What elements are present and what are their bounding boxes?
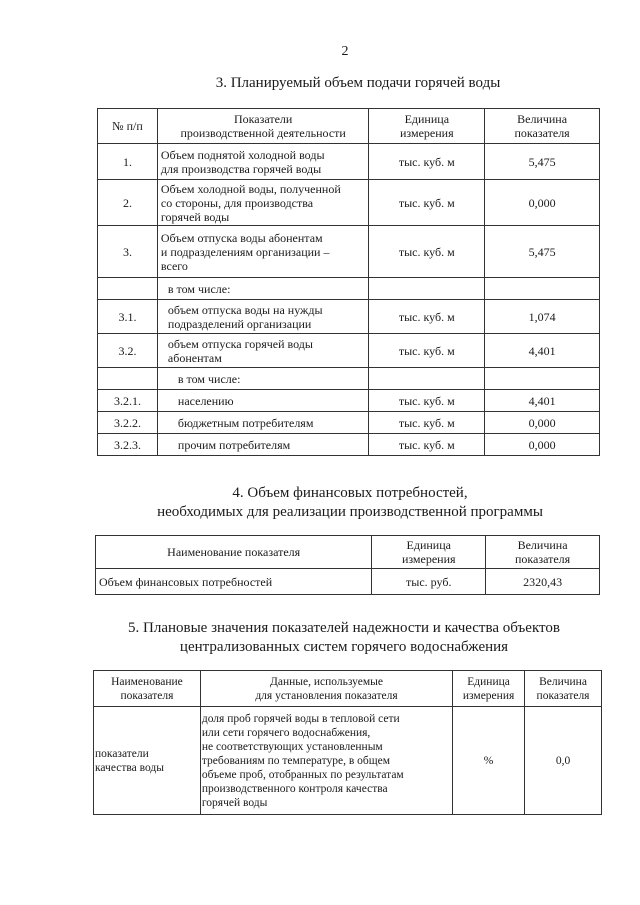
value-cell — [485, 368, 600, 390]
header-cell: Наименование показателя — [96, 536, 372, 569]
indicator-name: Объем поднятой холодной воды для производства горячей воды — [157, 144, 369, 180]
row-number: 3.1. — [98, 300, 158, 334]
value-cell: 0,0 — [525, 707, 602, 815]
header-cell: Данные, используемые для установления показателя — [200, 671, 452, 707]
section5-title-line1: 5. Плановые значения показателей надежности и качества объектов — [128, 620, 560, 636]
table-header-row — [98, 109, 600, 144]
page-number: 2 — [341, 44, 349, 59]
indicator-name: бюджетным потребителям — [157, 412, 369, 434]
unit-cell: тыс. куб. м — [369, 334, 485, 368]
indicator-name: объем отпуска воды на нужды подразделений организации — [157, 300, 369, 334]
unit-cell — [369, 278, 485, 300]
value-cell — [485, 278, 600, 300]
table-row — [94, 707, 602, 815]
indicator-data: доля проб горячей воды в тепловой сети или сети горячего водоснабжения, не соответствующих установленным требованиям по температуре, в общем объеме проб, отобранных по результатам производственного контроля качества горячей воды — [200, 707, 452, 815]
section5-title-line2: централизованных систем горячего водоснабжения — [179, 639, 509, 655]
value-cell: 0,000 — [485, 434, 600, 456]
reliability-quality-table — [93, 670, 602, 815]
header-cell: Показатели производственной деятельности — [157, 109, 369, 144]
row-number: 3.2.2. — [98, 412, 158, 434]
table-header-row — [96, 536, 600, 569]
row-number: 1. — [98, 144, 158, 180]
header-cell: Величина показателя — [485, 109, 600, 144]
header-cell: Величина показателя — [486, 536, 600, 569]
table-row — [98, 144, 600, 180]
unit-cell: тыс. куб. м — [369, 412, 485, 434]
table-row — [98, 334, 600, 368]
indicator-name: показатели качества воды — [94, 707, 201, 815]
unit-cell: тыс. куб. м — [369, 390, 485, 412]
value-cell: 2320,43 — [486, 569, 600, 595]
section3-title: 3. Планируемый объем подачи горячей воды — [215, 75, 501, 91]
table-row — [98, 226, 600, 278]
unit-cell: тыс. куб. м — [369, 434, 485, 456]
row-number: 3. — [98, 226, 158, 278]
unit-cell: тыс. куб. м — [369, 144, 485, 180]
row-number — [98, 278, 158, 300]
value-cell: 5,475 — [485, 144, 600, 180]
header-cell: № п/п — [98, 109, 158, 144]
value-cell: 4,401 — [485, 334, 600, 368]
value-cell: 5,475 — [485, 226, 600, 278]
header-cell: Наименование показателя — [94, 671, 201, 707]
row-number: 3.2.1. — [98, 390, 158, 412]
unit-cell: % — [453, 707, 525, 815]
indicator-name: Объем отпуска воды абонентам и подразделениям организации – всего — [157, 226, 369, 278]
row-number: 3.2. — [98, 334, 158, 368]
indicator-name: прочим потребителям — [157, 434, 369, 456]
table-header-row — [94, 671, 602, 707]
header-cell: Единица измерения — [453, 671, 525, 707]
table-row — [98, 300, 600, 334]
value-cell: 0,000 — [485, 180, 600, 226]
unit-cell: тыс. куб. м — [369, 226, 485, 278]
header-cell: Единица измерения — [369, 109, 485, 144]
indicator-name: Объем холодной воды, полученной со стороны, для производства горячей воды — [157, 180, 369, 226]
value-cell: 1,074 — [485, 300, 600, 334]
indicator-name: в том числе: — [157, 278, 369, 300]
table-row — [98, 180, 600, 226]
section4-title-line2: необходимых для реализации производственной программы — [157, 504, 543, 520]
indicator-name: в том числе: — [157, 368, 369, 390]
unit-cell: тыс. куб. м — [369, 300, 485, 334]
row-number: 3.2.3. — [98, 434, 158, 456]
indicator-name: объем отпуска горячей воды абонентам — [157, 334, 369, 368]
indicator-name: населению — [157, 390, 369, 412]
value-cell: 0,000 — [485, 412, 600, 434]
table-row — [98, 412, 600, 434]
unit-cell — [369, 368, 485, 390]
unit-cell: тыс. куб. м — [369, 180, 485, 226]
table-row — [98, 278, 600, 300]
financial-needs-table — [95, 535, 600, 595]
row-number: 2. — [98, 180, 158, 226]
row-number — [98, 368, 158, 390]
table-row — [96, 569, 600, 595]
planned-volume-table — [97, 108, 600, 456]
header-cell: Величина показателя — [525, 671, 602, 707]
value-cell: 4,401 — [485, 390, 600, 412]
table-row — [98, 368, 600, 390]
table-row — [98, 434, 600, 456]
header-cell: Единица измерения — [372, 536, 486, 569]
indicator-name: Объем финансовых потребностей — [96, 569, 372, 595]
unit-cell: тыс. руб. — [372, 569, 486, 595]
section4-title-line1: 4. Объем финансовых потребностей, — [232, 485, 468, 501]
table-row — [98, 390, 600, 412]
